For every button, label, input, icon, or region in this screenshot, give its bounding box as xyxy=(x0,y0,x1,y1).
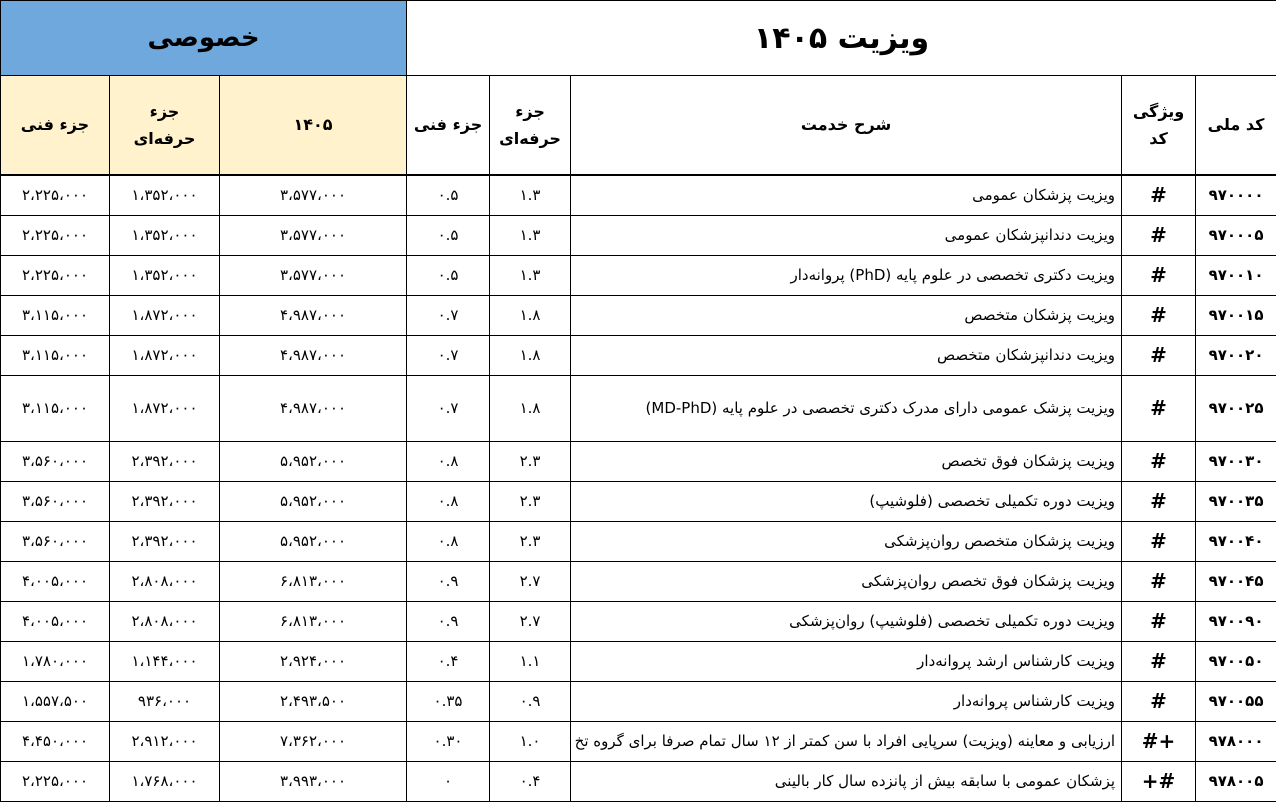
tech-share-cell[interactable]: ۰.۵ xyxy=(407,215,490,255)
prof-share-cell[interactable]: ۱.۳ xyxy=(490,215,571,255)
prof-share-cell[interactable]: ۲.۳ xyxy=(490,521,571,561)
service-desc-cell[interactable]: ویزیت دوره تکمیلی تخصصی (فلوشیپ) روان‌پزشکی xyxy=(571,601,1122,641)
feature-code-cell[interactable]: # xyxy=(1122,335,1196,375)
col-service-desc[interactable]: شرح خدمت xyxy=(571,76,1122,176)
national-code-cell[interactable]: ۹۷۰۰۰۵ xyxy=(1196,215,1276,255)
prof-share-cell[interactable]: ۰.۹ xyxy=(490,681,571,721)
table-row xyxy=(1,521,1276,561)
national-code-cell[interactable]: ۹۷۰۰۳۰ xyxy=(1196,441,1276,481)
service-desc-cell[interactable]: ویزیت پزشکان متخصص xyxy=(571,295,1122,335)
total-1405-cell[interactable]: ۲،۴۹۳،۵۰۰ xyxy=(220,681,407,721)
col-year-1405[interactable]: ۱۴۰۵ xyxy=(220,76,407,176)
col-tech-share[interactable]: جزء فنی xyxy=(407,76,490,176)
total-1405-cell[interactable]: ۴،۹۸۷،۰۰۰ xyxy=(220,295,407,335)
tech-share-cell[interactable]: ۰.۴ xyxy=(407,641,490,681)
tech-share-cell[interactable]: ۰.۷ xyxy=(407,335,490,375)
total-1405-cell[interactable]: ۳،۹۹۳،۰۰۰ xyxy=(220,761,407,801)
service-desc-cell[interactable]: پزشکان عمومی با سابقه بیش از پانزده سال کار بالینی xyxy=(571,761,1122,801)
prof-share-cell[interactable]: ۱.۸ xyxy=(490,375,571,441)
prof-share-private-cell[interactable]: ۲،۹۱۲،۰۰۰ xyxy=(110,721,220,761)
feature-code-cell[interactable]: # xyxy=(1122,295,1196,335)
tech-share-cell[interactable]: ۰.۸ xyxy=(407,441,490,481)
prof-share-private-cell[interactable]: ۱،۱۴۴،۰۰۰ xyxy=(110,641,220,681)
table-row xyxy=(1,441,1276,481)
feature-code-cell[interactable]: # xyxy=(1122,481,1196,521)
tech-share-cell[interactable]: ۰.۸ xyxy=(407,521,490,561)
prof-share-cell[interactable]: ۱.۰ xyxy=(490,721,571,761)
page-title: ویزیت ۱۴۰۵ xyxy=(407,1,1276,76)
tech-share-cell[interactable]: ۰.۸ xyxy=(407,481,490,521)
feature-code-cell[interactable]: # xyxy=(1122,641,1196,681)
feature-code-cell[interactable]: # xyxy=(1122,441,1196,481)
prof-share-private-cell[interactable]: ۱،۳۵۲،۰۰۰ xyxy=(110,215,220,255)
tech-share-cell[interactable]: ۰.۹ xyxy=(407,561,490,601)
prof-share-private-cell[interactable]: ۱،۸۷۲،۰۰۰ xyxy=(110,295,220,335)
tech-share-cell[interactable]: ۰ xyxy=(407,761,490,801)
total-1405-cell[interactable]: ۴،۹۸۷،۰۰۰ xyxy=(220,375,407,441)
col-feature-code[interactable]: ویژگی کد xyxy=(1122,76,1196,176)
col-prof-share[interactable]: جزء حرفه‌ای xyxy=(490,76,571,176)
total-1405-cell[interactable]: ۳،۵۷۷،۰۰۰ xyxy=(220,215,407,255)
national-code-cell[interactable]: ۹۷۰۰۲۵ xyxy=(1196,375,1276,441)
service-desc-cell[interactable]: ویزیت پزشک عمومی دارای مدرک دکتری تخصصی در علوم پایه (MD-PhD) xyxy=(571,375,1122,441)
feature-code-cell[interactable]: # xyxy=(1122,681,1196,721)
prof-share-cell[interactable]: ۱.۳ xyxy=(490,175,571,215)
tech-share-private-cell[interactable]: ۲،۲۲۵،۰۰۰ xyxy=(1,255,110,295)
tech-share-private-cell[interactable]: ۱،۷۸۰،۰۰۰ xyxy=(1,641,110,681)
col-national-code[interactable]: کد ملی xyxy=(1196,76,1276,176)
tech-share-cell[interactable]: ۰.۳۵ xyxy=(407,681,490,721)
feature-code-cell[interactable]: +# xyxy=(1122,761,1196,801)
tech-share-cell[interactable]: ۰.۷ xyxy=(407,375,490,441)
prof-share-cell[interactable]: ۱.۳ xyxy=(490,255,571,295)
tech-share-cell[interactable]: ۰.۹ xyxy=(407,601,490,641)
prof-share-private-cell[interactable]: ۱،۳۵۲،۰۰۰ xyxy=(110,175,220,215)
table-row xyxy=(1,481,1276,521)
prof-share-cell[interactable]: ۱.۸ xyxy=(490,335,571,375)
table-row xyxy=(1,255,1276,295)
service-desc-cell[interactable]: ویزیت پزشکان متخصص روان‌پزشکی xyxy=(571,521,1122,561)
feature-code-cell[interactable]: #+ xyxy=(1122,721,1196,761)
national-code-cell[interactable]: ۹۷۰۰۱۰ xyxy=(1196,255,1276,295)
total-1405-cell[interactable]: ۳،۵۷۷،۰۰۰ xyxy=(220,175,407,215)
prof-share-private-cell[interactable]: ۱،۸۷۲،۰۰۰ xyxy=(110,375,220,441)
service-desc-cell[interactable]: ویزیت دندانپزشکان عمومی xyxy=(571,215,1122,255)
feature-code-cell[interactable]: # xyxy=(1122,255,1196,295)
col-tech-share-private[interactable]: جزء فنی xyxy=(1,76,110,176)
national-code-cell[interactable]: ۹۷۰۰۴۰ xyxy=(1196,521,1276,561)
table-row xyxy=(1,375,1276,441)
national-code-cell[interactable]: ۹۷۰۰۵۰ xyxy=(1196,641,1276,681)
prof-share-cell[interactable]: ۱.۱ xyxy=(490,641,571,681)
table-row xyxy=(1,561,1276,601)
total-1405-cell[interactable]: ۶،۸۱۳،۰۰۰ xyxy=(220,561,407,601)
feature-code-cell[interactable]: # xyxy=(1122,375,1196,441)
prof-share-private-cell[interactable]: ۲،۳۹۲،۰۰۰ xyxy=(110,521,220,561)
prof-share-private-cell[interactable]: ۹۳۶،۰۰۰ xyxy=(110,681,220,721)
national-code-cell[interactable]: ۹۷۰۰۴۵ xyxy=(1196,561,1276,601)
tech-share-private-cell[interactable]: ۳،۱۱۵،۰۰۰ xyxy=(1,375,110,441)
tech-share-private-cell[interactable]: ۳،۵۶۰،۰۰۰ xyxy=(1,481,110,521)
tech-share-private-cell[interactable]: ۳،۱۱۵،۰۰۰ xyxy=(1,335,110,375)
feature-code-cell[interactable]: # xyxy=(1122,521,1196,561)
feature-code-cell[interactable]: # xyxy=(1122,215,1196,255)
national-code-cell[interactable]: ۹۷۰۰۰۰ xyxy=(1196,175,1276,215)
tech-share-private-cell[interactable]: ۲،۲۲۵،۰۰۰ xyxy=(1,175,110,215)
national-code-cell[interactable]: ۹۷۸۰۰۵ xyxy=(1196,761,1276,801)
service-desc-cell[interactable]: ارزیابی و معاینه (ویزیت) سرپایی افراد با سن کمتر از ۱۲ سال تمام صرفا برای گروه تخ xyxy=(571,721,1122,761)
prof-share-private-cell[interactable]: ۲،۸۰۸،۰۰۰ xyxy=(110,601,220,641)
service-desc-cell[interactable]: ویزیت کارشناس پروانه‌دار xyxy=(571,681,1122,721)
tech-share-private-cell[interactable]: ۲،۲۲۵،۰۰۰ xyxy=(1,761,110,801)
tech-share-private-cell[interactable]: ۲،۲۲۵،۰۰۰ xyxy=(1,215,110,255)
tech-share-cell[interactable]: ۰.۳۰ xyxy=(407,721,490,761)
prof-share-cell[interactable]: ۲.۳ xyxy=(490,481,571,521)
tech-share-private-cell[interactable]: ۴،۴۵۰،۰۰۰ xyxy=(1,721,110,761)
prof-share-private-cell[interactable]: ۲،۸۰۸،۰۰۰ xyxy=(110,561,220,601)
total-1405-cell[interactable]: ۲،۹۲۴،۰۰۰ xyxy=(220,641,407,681)
service-desc-cell[interactable]: ویزیت دکتری تخصصی در علوم پایه (PhD) پروانه‌دار xyxy=(571,255,1122,295)
prof-share-private-cell[interactable]: ۱،۳۵۲،۰۰۰ xyxy=(110,255,220,295)
national-code-cell[interactable]: ۹۷۰۰۲۰ xyxy=(1196,335,1276,375)
service-desc-cell[interactable]: ویزیت کارشناس ارشد پروانه‌دار xyxy=(571,641,1122,681)
national-code-cell[interactable]: ۹۷۸۰۰۰ xyxy=(1196,721,1276,761)
prof-share-private-cell[interactable]: ۱،۸۷۲،۰۰۰ xyxy=(110,335,220,375)
table-row xyxy=(1,295,1276,335)
table-row xyxy=(1,641,1276,681)
table-row xyxy=(1,721,1276,761)
service-desc-cell[interactable]: ویزیت دوره تکمیلی تخصصی (فلوشیپ) xyxy=(571,481,1122,521)
feature-code-cell[interactable]: # xyxy=(1122,601,1196,641)
tech-share-private-cell[interactable]: ۳،۱۱۵،۰۰۰ xyxy=(1,295,110,335)
prof-share-private-cell[interactable]: ۲،۳۹۲،۰۰۰ xyxy=(110,481,220,521)
total-1405-cell[interactable]: ۶،۸۱۳،۰۰۰ xyxy=(220,601,407,641)
service-desc-cell[interactable]: ویزیت پزشکان فوق تخصص xyxy=(571,441,1122,481)
table-row xyxy=(1,681,1276,721)
total-1405-cell[interactable]: ۷،۳۶۲،۰۰۰ xyxy=(220,721,407,761)
tech-share-cell[interactable]: ۰.۵ xyxy=(407,255,490,295)
feature-code-cell[interactable]: # xyxy=(1122,175,1196,215)
tech-share-cell[interactable]: ۰.۷ xyxy=(407,295,490,335)
total-1405-cell[interactable]: ۵،۹۵۲،۰۰۰ xyxy=(220,481,407,521)
table-row xyxy=(1,175,1276,215)
prof-share-cell[interactable]: ۱.۸ xyxy=(490,295,571,335)
tech-share-cell[interactable]: ۰.۵ xyxy=(407,175,490,215)
service-desc-cell[interactable]: ویزیت پزشکان فوق تخصص روان‌پزشکی xyxy=(571,561,1122,601)
total-1405-cell[interactable]: ۴،۹۸۷،۰۰۰ xyxy=(220,335,407,375)
table-row xyxy=(1,215,1276,255)
tech-share-private-cell[interactable]: ۴،۰۰۵،۰۰۰ xyxy=(1,561,110,601)
tech-share-private-cell[interactable]: ۳،۵۶۰،۰۰۰ xyxy=(1,521,110,561)
national-code-cell[interactable]: ۹۷۰۰۳۵ xyxy=(1196,481,1276,521)
tech-share-private-cell[interactable]: ۱،۵۵۷،۵۰۰ xyxy=(1,681,110,721)
service-desc-cell[interactable]: ویزیت دندانپزشکان متخصص xyxy=(571,335,1122,375)
prof-share-private-cell[interactable]: ۲،۳۹۲،۰۰۰ xyxy=(110,441,220,481)
prof-share-cell[interactable]: ۰.۴ xyxy=(490,761,571,801)
total-1405-cell[interactable]: ۳،۵۷۷،۰۰۰ xyxy=(220,255,407,295)
table-row xyxy=(1,601,1276,641)
total-1405-cell[interactable]: ۵،۹۵۲،۰۰۰ xyxy=(220,441,407,481)
prof-share-cell[interactable]: ۲.۳ xyxy=(490,441,571,481)
tech-share-private-cell[interactable]: ۳،۵۶۰،۰۰۰ xyxy=(1,441,110,481)
feature-code-cell[interactable]: # xyxy=(1122,561,1196,601)
total-1405-cell[interactable]: ۵،۹۵۲،۰۰۰ xyxy=(220,521,407,561)
prof-share-private-cell[interactable]: ۱،۷۶۸،۰۰۰ xyxy=(110,761,220,801)
service-desc-cell[interactable]: ویزیت پزشکان عمومی xyxy=(571,175,1122,215)
national-code-cell[interactable]: ۹۷۰۰۹۰ xyxy=(1196,601,1276,641)
table-row xyxy=(1,761,1276,801)
col-prof-share-private[interactable]: جزء حرفه‌ای xyxy=(110,76,220,176)
prof-share-cell[interactable]: ۲.۷ xyxy=(490,601,571,641)
national-code-cell[interactable]: ۹۷۰۰۱۵ xyxy=(1196,295,1276,335)
table-body xyxy=(1,175,1276,801)
national-code-cell[interactable]: ۹۷۰۰۵۵ xyxy=(1196,681,1276,721)
tech-share-private-cell[interactable]: ۴،۰۰۵،۰۰۰ xyxy=(1,601,110,641)
prof-share-cell[interactable]: ۲.۷ xyxy=(490,561,571,601)
private-section-title: خصوصی xyxy=(1,1,407,76)
table-row xyxy=(1,335,1276,375)
